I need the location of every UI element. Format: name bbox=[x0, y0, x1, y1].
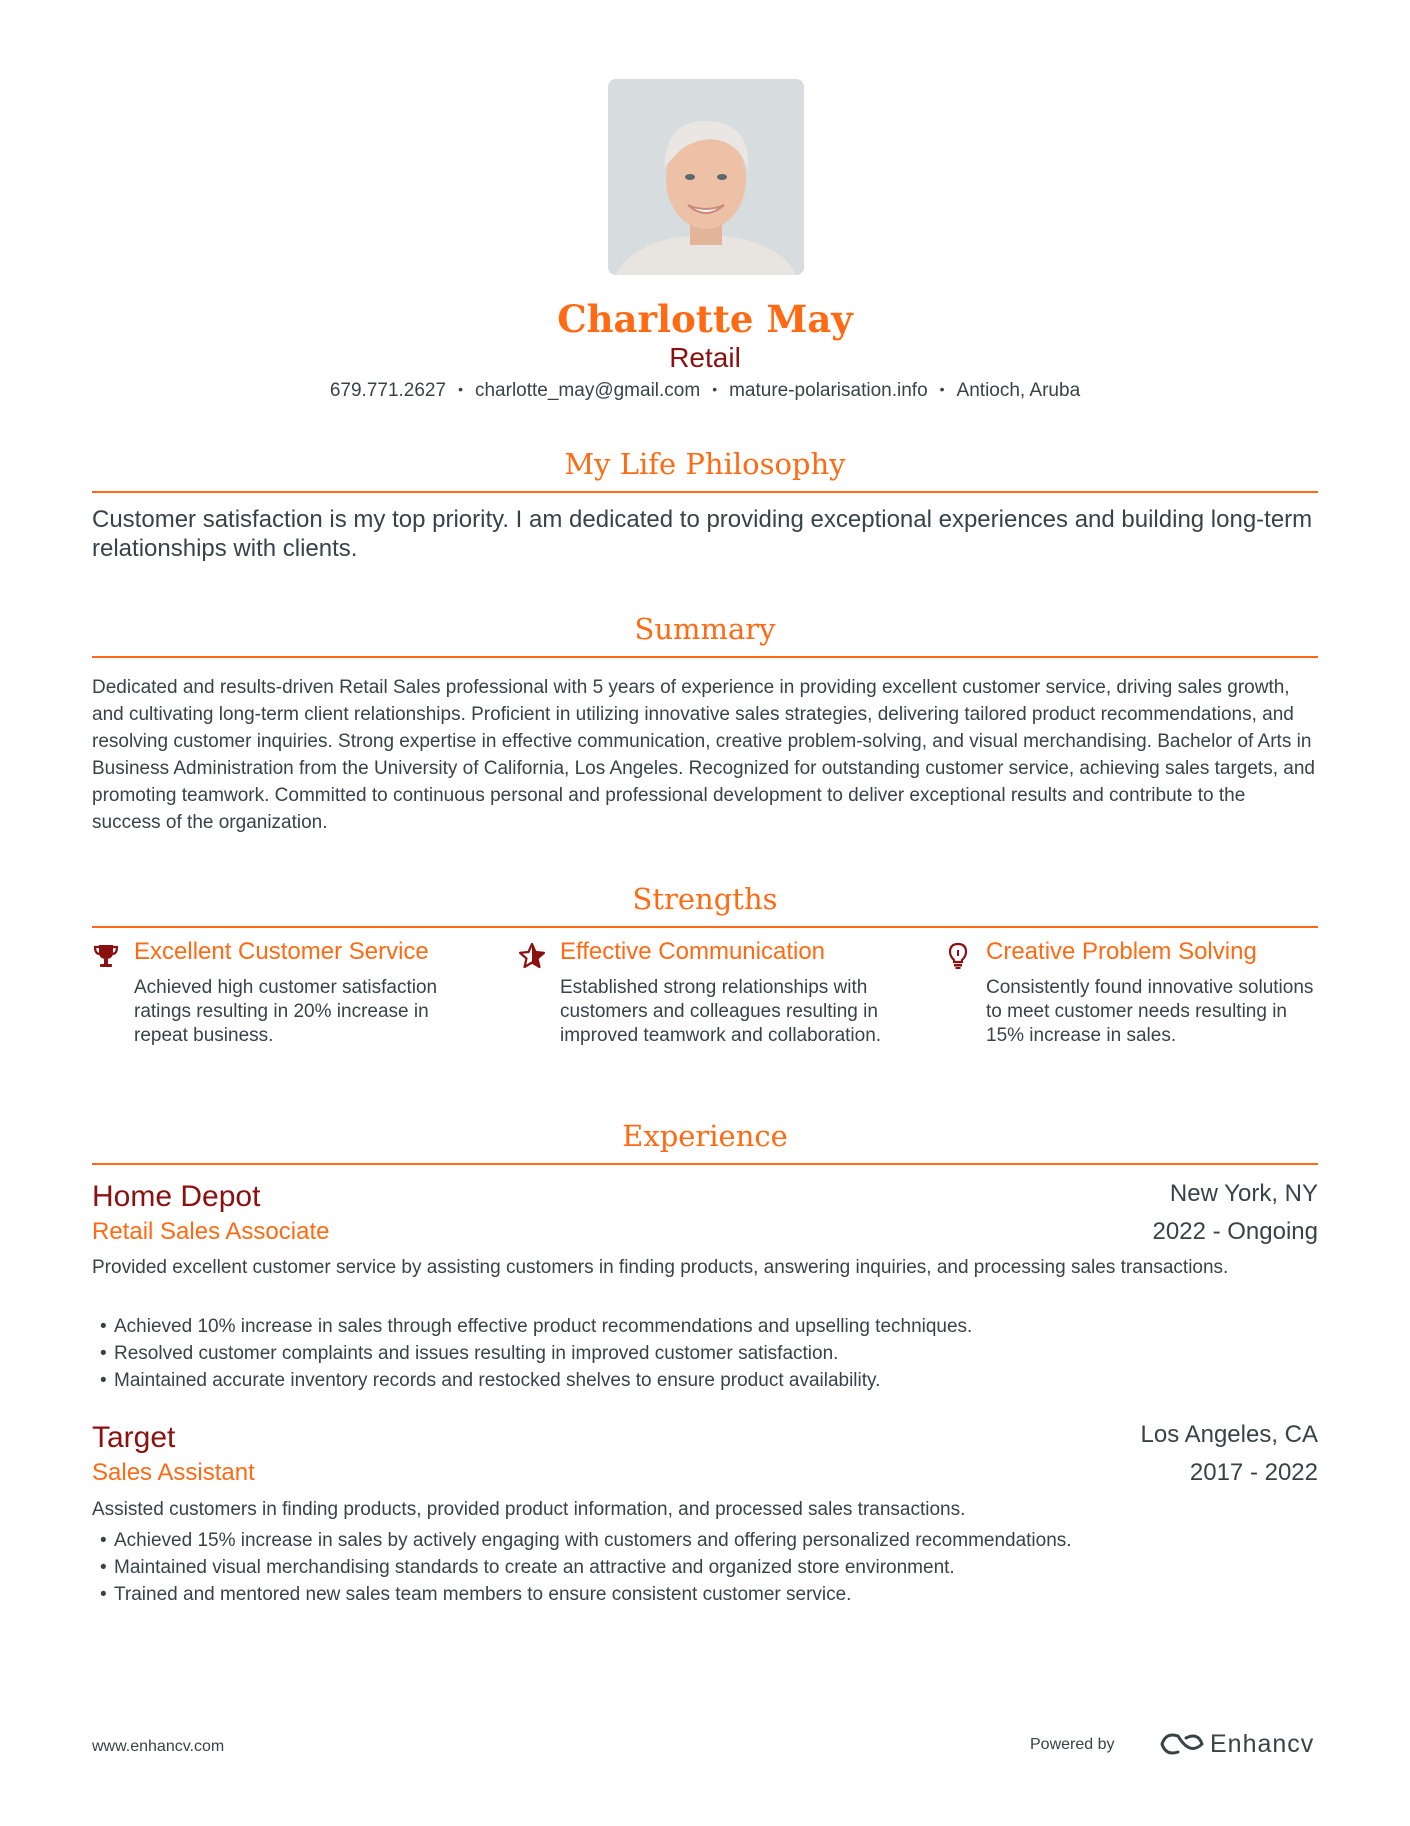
footer-brand-name: Enhancv bbox=[1210, 1730, 1315, 1758]
job-location: Los Angeles, CA bbox=[1140, 1421, 1318, 1448]
strength-description: Consistently found innovative solutions to meet customer needs resulting in 15% increase in sales. bbox=[986, 977, 1314, 1046]
star-icon bbox=[518, 942, 546, 970]
job-bullet: • Maintained visual merchandising standards to create an attractive and organized store environment. bbox=[92, 1554, 1318, 1581]
job-bullet-list bbox=[92, 1527, 1318, 1608]
job-title: Sales Assistant bbox=[92, 1459, 255, 1486]
location-text: Antioch, Aruba bbox=[956, 380, 1081, 401]
job-company: Target bbox=[92, 1421, 176, 1454]
job-bullet-list bbox=[92, 1313, 1318, 1394]
job-bullet: • Achieved 10% increase in sales through effective product recommendations and upselling techniques. bbox=[92, 1313, 1318, 1340]
job-description: Provided excellent customer service by assisting customers in finding products, answering inquiries, and processing sales transactions. bbox=[92, 1257, 1229, 1278]
strength-description: Achieved high customer satisfaction ratings resulting in 20% increase in repeat business. bbox=[134, 977, 438, 1046]
website-text: mature-polarisation.info bbox=[729, 380, 928, 401]
contact-separator: • bbox=[458, 381, 463, 397]
section-title-strengths: Strengths bbox=[632, 882, 778, 916]
job-bullet: • Resolved customer complaints and issues resulting in improved customer satisfaction. bbox=[92, 1340, 1318, 1367]
section-divider bbox=[92, 926, 1318, 928]
footer-powered-by: Powered by bbox=[1030, 1736, 1115, 1753]
strength-title: Creative Problem Solving bbox=[986, 938, 1257, 965]
portrait-illustration bbox=[608, 79, 804, 275]
lightbulb-icon bbox=[944, 942, 972, 970]
job-dates: 2017 - 2022 bbox=[1189, 1459, 1318, 1486]
job-company: Home Depot bbox=[92, 1180, 261, 1213]
section-divider bbox=[92, 1163, 1318, 1165]
strength-title: Effective Communication bbox=[560, 938, 826, 965]
philosophy-text: Customer satisfaction is my top priority. I am dedicated to providing exceptional experiences and building long-term relationships with clients. bbox=[92, 506, 1313, 562]
strength-title: Excellent Customer Service bbox=[134, 938, 429, 965]
job-dates: 2022 - Ongoing bbox=[1152, 1218, 1318, 1245]
section-title-experience: Experience bbox=[622, 1119, 788, 1153]
trophy-icon bbox=[92, 942, 120, 970]
phone-text: 679.771.2627 bbox=[329, 380, 447, 401]
candidate-role: Retail bbox=[669, 342, 741, 373]
job-bullet: • Maintained accurate inventory records and restocked shelves to ensure product availability. bbox=[92, 1367, 1318, 1394]
section-title-summary: Summary bbox=[634, 612, 776, 646]
summary-text: Dedicated and results-driven Retail Sales professional with 5 years of experience in providing excellent customer service, driving sales growth, and cultivating long-term client relationships. Proficient in utilizing innovative sales strategies, delivering tailored product recommendations, and resolving customer inquiries. Strong expertise in effective communication, creative problem-solving, and visual merchandising. Bachelor of Arts in Business Administration from the University of California, Los Angeles. Recognized for outstanding customer service, achieving sales targets, and promoting teamwork. Committed to continuous personal and professional development to deliver exceptional results and contribute to the success of the organization. bbox=[92, 677, 1315, 833]
strength-description: Established strong relationships with customers and colleagues resulting in improved teamwork and collaboration. bbox=[560, 977, 882, 1046]
email-text: charlotte_may@gmail.com bbox=[474, 380, 701, 401]
candidate-name: Charlotte May bbox=[557, 297, 853, 341]
section-divider bbox=[92, 491, 1318, 493]
contact-separator: • bbox=[712, 381, 718, 397]
job-location: New York, NY bbox=[1169, 1180, 1318, 1207]
profile-photo bbox=[608, 79, 804, 275]
footer-website-link[interactable]: www.enhancv.com bbox=[92, 1738, 225, 1755]
contact-separator: • bbox=[939, 381, 945, 397]
section-divider bbox=[92, 656, 1318, 658]
contact-line bbox=[0, 380, 1410, 402]
job-bullet: • Trained and mentored new sales team members to ensure consistent customer service. bbox=[92, 1581, 1318, 1608]
job-bullet: • Achieved 15% increase in sales by actively engaging with customers and offering personalized recommendations. bbox=[92, 1527, 1318, 1554]
section-title-philosophy: My Life Philosophy bbox=[564, 447, 846, 481]
job-title: Retail Sales Associate bbox=[92, 1218, 330, 1245]
job-description: Assisted customers in finding products, provided product information, and processed sales transactions. bbox=[92, 1499, 966, 1520]
